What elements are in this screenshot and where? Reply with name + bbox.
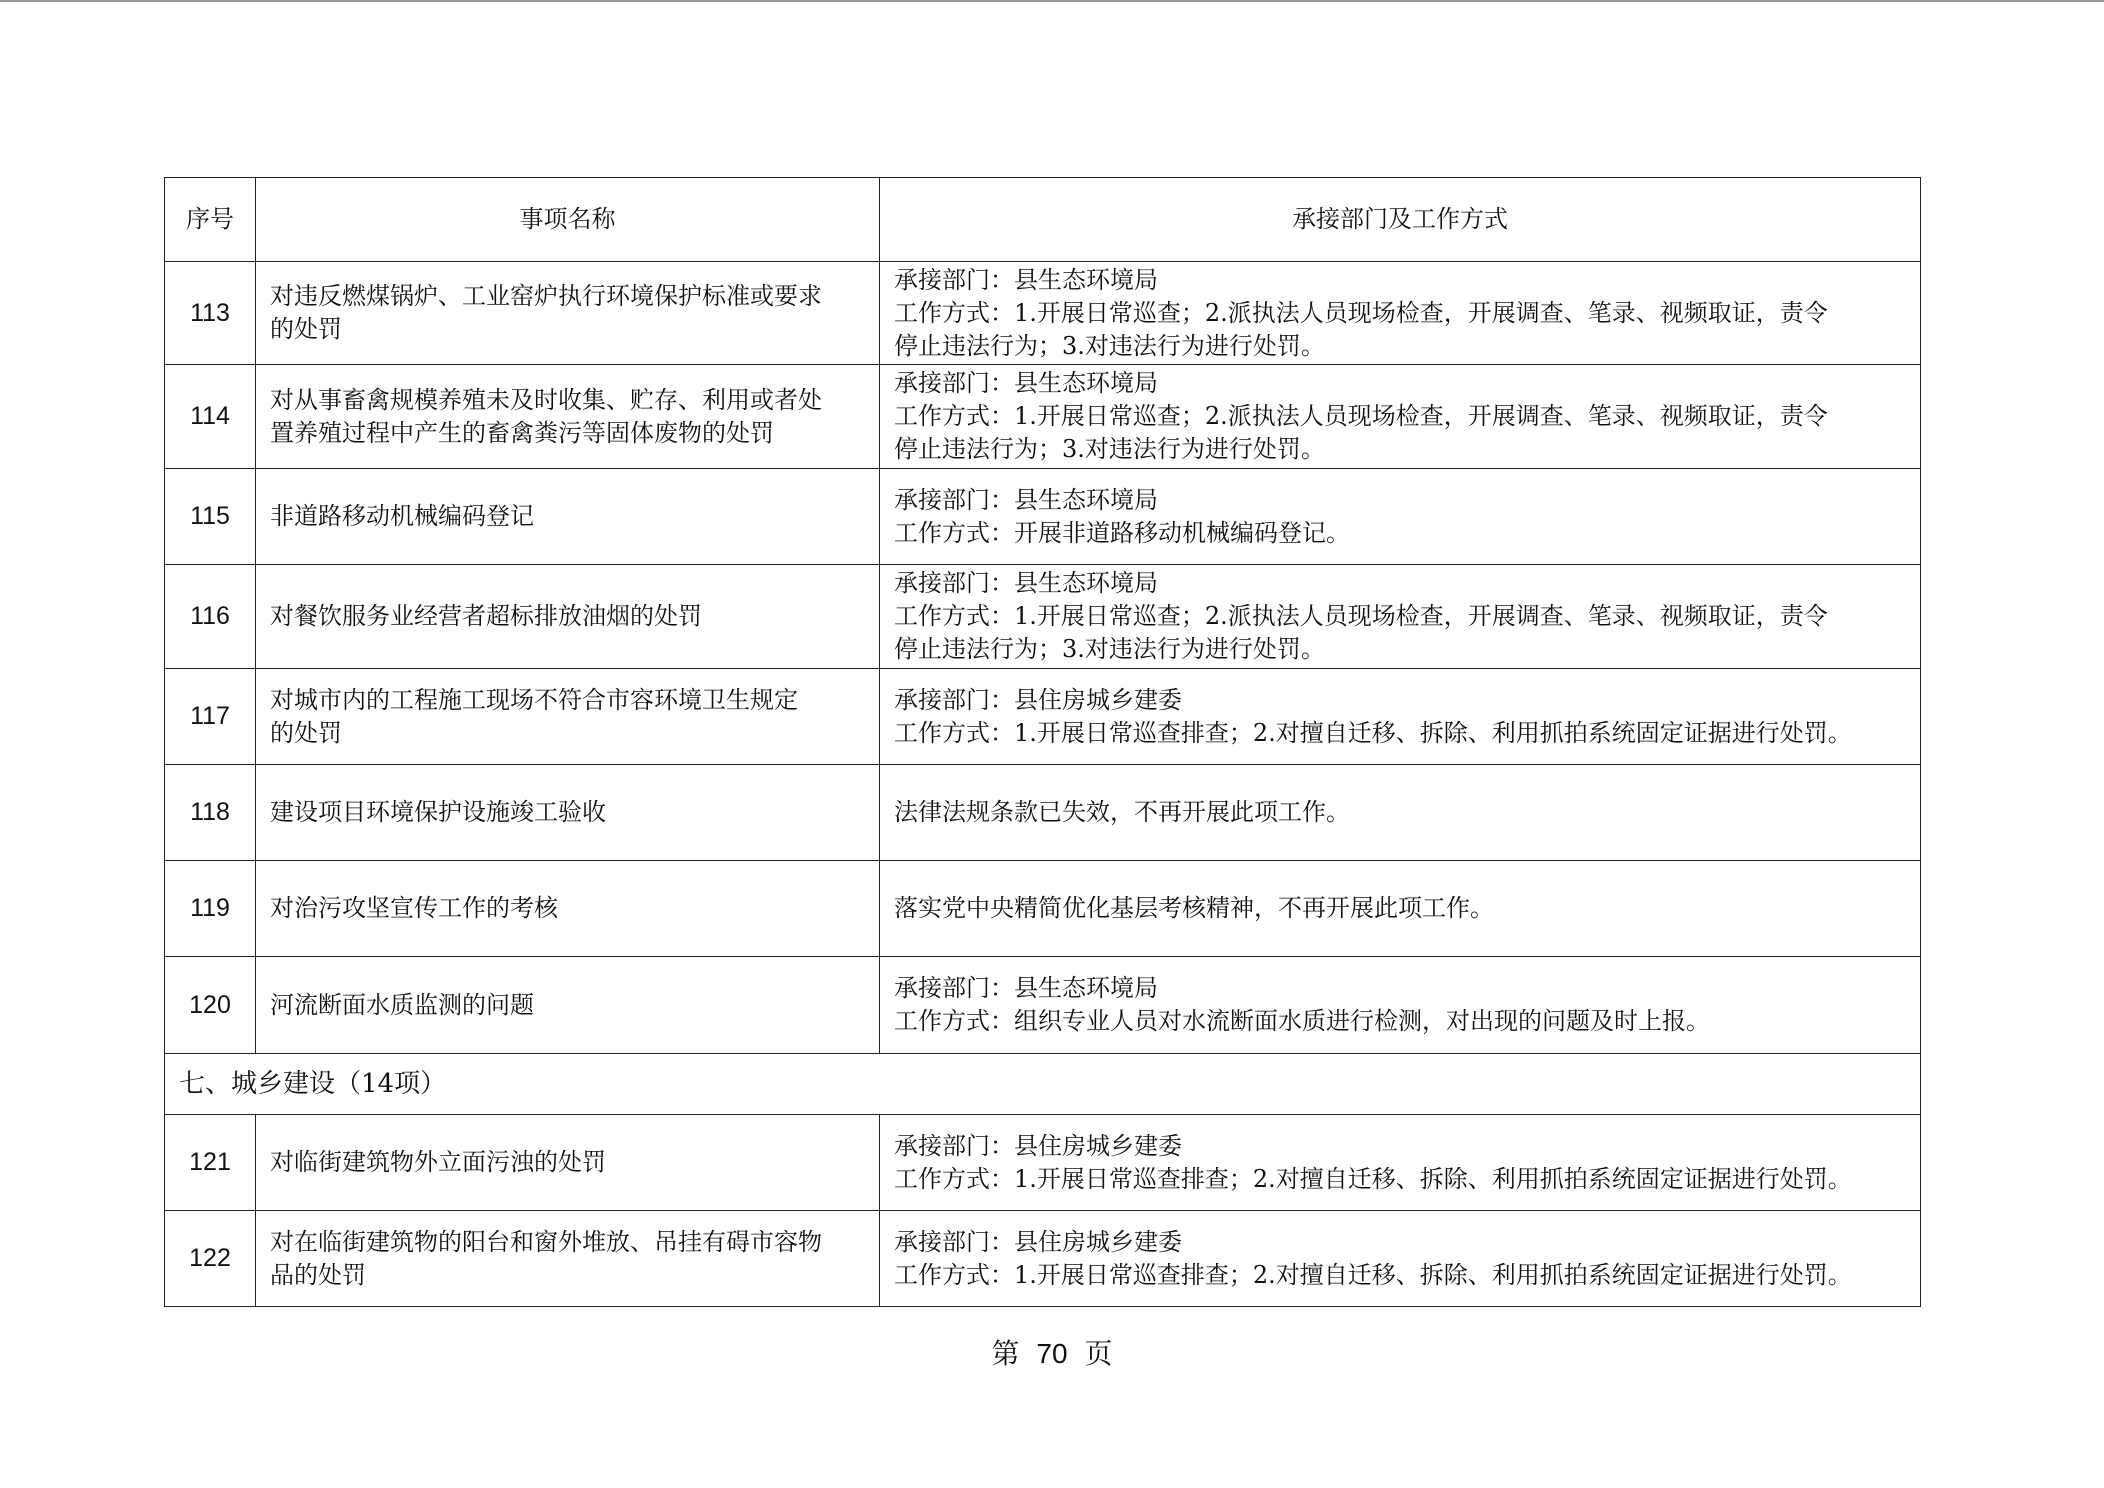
dept-line: 法律法规条款已失效，不再开展此项工作。	[894, 798, 1350, 826]
row-dept	[880, 861, 1921, 957]
dept-line: 工作方式：1.开展日常巡查排查；2.对擅自迁移、拆除、利用抓拍系统固定证据进行处罚。	[894, 718, 1852, 747]
row-dept	[880, 469, 1921, 565]
dept-line: 承接部门：县住房城乡建委	[894, 685, 1182, 714]
row-name	[256, 365, 880, 469]
page-number-value: 70	[1036, 1338, 1068, 1369]
page-suffix: 页	[1084, 1337, 1113, 1370]
table-row	[165, 669, 1921, 765]
row-seq: 121	[165, 1115, 256, 1211]
dept-line: 工作方式：1.开展日常巡查排查；2.对擅自迁移、拆除、利用抓拍系统固定证据进行处罚。	[894, 1164, 1852, 1193]
row-seq: 114	[165, 365, 256, 469]
header-seq: 序号	[165, 178, 256, 262]
name-line: 对在临街建筑物的阳台和窗外堆放、吊挂有碍市容物	[270, 1227, 822, 1256]
dept-line: 工作方式：开展非道路移动机械编码登记。	[894, 518, 1350, 547]
name-line: 对违反燃煤锅炉、工业窑炉执行环境保护标准或要求	[270, 282, 822, 310]
dept-line: 工作方式：组织专业人员对水流断面水质进行检测，对出现的问题及时上报。	[894, 1007, 1710, 1035]
row-name	[256, 262, 880, 365]
name-line: 对临街建筑物外立面污浊的处罚	[270, 1148, 606, 1176]
name-line: 非道路移动机械编码登记	[270, 502, 534, 530]
row-seq: 119	[165, 861, 256, 957]
row-name	[256, 1115, 880, 1211]
dept-line: 承接部门：县生态环境局	[894, 265, 1158, 294]
table-header-row	[165, 178, 1921, 262]
table-row	[165, 262, 1921, 365]
row-dept	[880, 957, 1921, 1054]
dept-line: 工作方式：1.开展日常巡查；2.派执法人员现场检查，开展调查、笔录、视频取证，责令	[894, 298, 1828, 327]
table-row	[165, 957, 1921, 1054]
dept-line: 工作方式：1.开展日常巡查排查；2.对擅自迁移、拆除、利用抓拍系统固定证据进行处罚。	[894, 1260, 1852, 1289]
row-dept	[880, 1211, 1921, 1307]
row-dept	[880, 765, 1921, 861]
row-dept	[880, 669, 1921, 765]
table-row	[165, 1115, 1921, 1211]
name-line: 置养殖过程中产生的畜禽粪污等固体废物的处罚	[270, 418, 774, 447]
section-row	[165, 1054, 1921, 1115]
row-seq: 122	[165, 1211, 256, 1307]
header-name: 事项名称	[256, 178, 880, 262]
row-name	[256, 861, 880, 957]
row-name	[256, 469, 880, 565]
dept-line: 承接部门：县生态环境局	[894, 569, 1158, 597]
name-line: 的处罚	[270, 718, 342, 747]
dept-line: 承接部门：县生态环境局	[894, 485, 1158, 514]
row-name	[256, 669, 880, 765]
row-dept	[880, 365, 1921, 469]
row-seq: 120	[165, 957, 256, 1054]
row-seq: 115	[165, 469, 256, 565]
dept-line: 承接部门：县住房城乡建委	[894, 1227, 1182, 1256]
dept-line: 承接部门：县生态环境局	[894, 974, 1158, 1002]
dept-line: 停止违法行为；3.对违法行为进行处罚。	[894, 331, 1325, 360]
name-line: 的处罚	[270, 315, 342, 343]
name-line: 对治污攻坚宣传工作的考核	[270, 894, 558, 922]
row-dept	[880, 262, 1921, 365]
row-seq: 116	[165, 565, 256, 669]
table-row	[165, 365, 1921, 469]
row-dept	[880, 565, 1921, 669]
table-row	[165, 565, 1921, 669]
page-number	[0, 1332, 2104, 1372]
name-line: 对城市内的工程施工现场不符合市容环境卫生规定	[270, 685, 798, 714]
name-line: 对餐饮服务业经营者超标排放油烟的处罚	[270, 602, 702, 630]
name-line: 河流断面水质监测的问题	[270, 990, 534, 1019]
name-line: 对从事畜禽规模养殖未及时收集、贮存、利用或者处	[270, 385, 822, 414]
name-line: 建设项目环境保护设施竣工验收	[270, 798, 606, 826]
row-name	[256, 565, 880, 669]
row-dept	[880, 1115, 1921, 1211]
dept-line: 停止违法行为；3.对违法行为进行处罚。	[894, 435, 1325, 463]
dept-line: 工作方式：1.开展日常巡查；2.派执法人员现场检查，开展调查、笔录、视频取证，责令	[894, 602, 1828, 630]
row-name	[256, 765, 880, 861]
top-border-line	[0, 0, 2104, 2]
matters-table	[164, 177, 1921, 1307]
table-row	[165, 765, 1921, 861]
row-seq: 118	[165, 765, 256, 861]
dept-line: 承接部门：县住房城乡建委	[894, 1131, 1182, 1160]
row-name	[256, 1211, 880, 1307]
dept-line: 落实党中央精简优化基层考核精神，不再开展此项工作。	[894, 894, 1494, 922]
table-row	[165, 469, 1921, 565]
row-seq: 117	[165, 669, 256, 765]
dept-line: 停止违法行为；3.对违法行为进行处罚。	[894, 635, 1325, 663]
page-prefix: 第	[991, 1337, 1020, 1370]
table-row	[165, 861, 1921, 957]
section-title: 七、城乡建设（14项）	[165, 1054, 1921, 1115]
row-seq: 113	[165, 262, 256, 365]
name-line: 品的处罚	[270, 1260, 366, 1289]
dept-line: 承接部门：县生态环境局	[894, 369, 1158, 397]
table-row	[165, 1211, 1921, 1307]
dept-line: 工作方式：1.开展日常巡查；2.派执法人员现场检查，开展调查、笔录、视频取证，责令	[894, 402, 1828, 430]
row-name	[256, 957, 880, 1054]
header-dept: 承接部门及工作方式	[880, 178, 1921, 262]
